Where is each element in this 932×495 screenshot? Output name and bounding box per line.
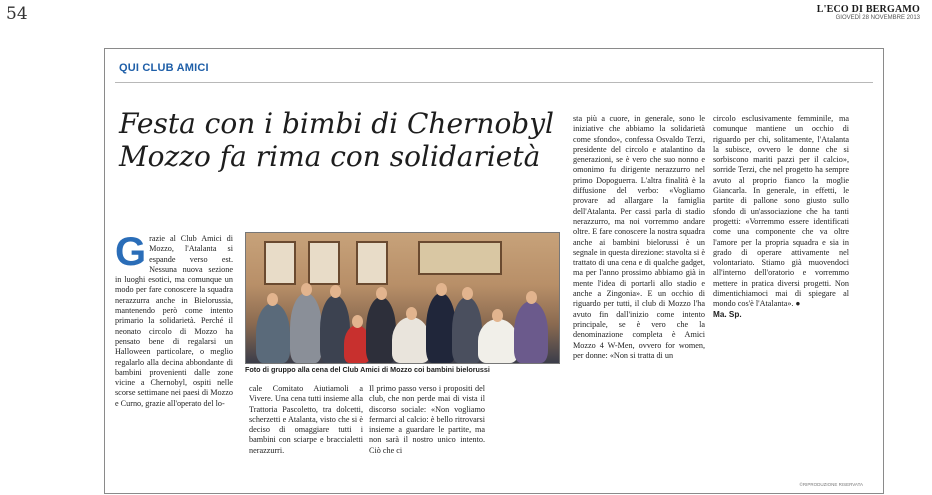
photo-head [492, 309, 503, 322]
photo-person [256, 303, 290, 363]
page-number: 54 [6, 4, 28, 24]
photo-head [406, 307, 417, 320]
article-box [104, 48, 884, 494]
issue-date: GIOVEDÌ 28 NOVEMBRE 2013 [835, 15, 920, 21]
drop-cap: G [115, 234, 147, 274]
photo-head [352, 315, 363, 328]
photo-head [376, 287, 387, 300]
photo-person [514, 301, 548, 363]
body-column-5-text: circolo esclusivamente femminile, ma comunque mantiene un occhio di riguardo per chi, solitamente, l'Atalanta la subisce, ovvero le donne che si sorbiscono mariti pazzi per il calcio», sorride Terzi, che nel progetto ha sempre avuto al proprio fianco la moglie Giancarla. In generale, in effetti, le partite di pallone sono giusto sullo sfondo di un'associazione che ha tanti progetti: «Vorremmo essere identificati come una componente che va oltre l'amore per la propria squadra e sia in grado di operare attivamente nel volontariato. Stiamo già muovendoci all'interno dell'oratorio e vorremmo mettere in pratica diversi progetti. Non dimentichiamoci mai di spiegare al mondo cos'è l'Atalanta». ● [713, 114, 849, 309]
body-column-4: sta più a cuore, in generale, sono le iniziative che abbiamo la solidarietà come sfondo», confessa Osvaldo Terzi, presidente del circolo e atalantino da generazioni, se è vero che suo nonno e omonimo fu dirigente nerazzurro nel primo Dopoguerra. L'altra finalità è la diffusione del verbo: «Vogliamo provare ad allargare la famiglia dell'Atalanta. Per cassi parla di stadio nerazzurro, ma noi vorremmo andare oltre. E fare conoscere la nostra squadra anche ai bambini bielorussi è un segnale in questa direzione: stavolta si è trattato di una cena e di qualche gadget, ma per l'anno prossimo abbiamo già in mente l'idea di portarli allo stadio e anche a Zingonia». E un occhio di riguardo per tutti, il club di Mozzo l'ha avuto fin dall'inizio come intento principale, se è vero che la denominazione completa è Amici Mozzo 4 W-Men, ovvero for women, per donne: «Non si tratta di un [573, 114, 705, 360]
photo-window-shape [356, 241, 388, 285]
photo-head [436, 283, 447, 296]
body-column-1 [115, 234, 233, 489]
newspaper-logo: L'ECO DI BERGAMO [816, 4, 920, 15]
body-column-2: cale Comitato Aiutiamoli a Vivere. Una cena tutti insieme alla Trattoria Pascoletto, tra dolcetti, scherzetti e Atalanta, visto che si è deciso di omaggiare tutti i bambini con sciarpe e braccialetti nerazzurri. [249, 384, 363, 455]
body-column-1-text: razie al Club Amici di Mozzo, l'Atalanta si espande verso est. Nessuna nuova sezione in luoghi esotici, ma comunque un modo per fare conoscere la squadra nerazzurra anche in Bielorussia, mantenendo però come intento primario la solidarietà. Perché il neonato circolo di Mozzo ha pensato bene di regalarsi un Halloween particolare, o meglio regalarlo alla decina abbondante di bambini provenienti dalle zone vicine a Chernobyl, ospiti nelle scorse settimane nei paesi di Mozzo e Curno, grazie all'operato del lo- [115, 234, 233, 408]
group-photo [245, 232, 560, 364]
photo-person [290, 293, 322, 363]
photo-head [301, 283, 312, 296]
author-signature: Ma. Sp. [713, 309, 742, 319]
photo-head [267, 293, 278, 306]
photo-head [462, 287, 473, 300]
headline-line-1: Festa con i bimbi di Chernobyl [119, 107, 554, 140]
headline [119, 107, 579, 173]
body-column-5 [713, 114, 849, 484]
body-column-3: Il primo passo verso i propositi del club, che non perde mai di vista il discorso sociale: «Non vogliamo fermarci al calcio: è bello ritrovarsi insieme a guardare le partite, ma non sarà il nostro unico intento. Ciò che ci [369, 384, 485, 455]
photo-person [392, 317, 430, 363]
section-divider [115, 82, 873, 83]
photo-head [526, 291, 537, 304]
photo-head [330, 285, 341, 298]
headline-line-2: Mozzo fa rima con solidarietà [119, 140, 541, 173]
section-kicker: QUI CLUB AMICI [119, 62, 209, 74]
masthead [817, 4, 920, 21]
photo-caption: Foto di gruppo alla cena del Club Amici di Mozzo coi bambini bielorussi [245, 365, 490, 374]
photo-window-shape [264, 241, 296, 285]
photo-window-shape [308, 241, 340, 285]
reproduction-note: ©RIPRODUZIONE RISERVATA [799, 482, 863, 487]
photo-person [478, 319, 518, 363]
photo-wall-sign [418, 241, 502, 275]
